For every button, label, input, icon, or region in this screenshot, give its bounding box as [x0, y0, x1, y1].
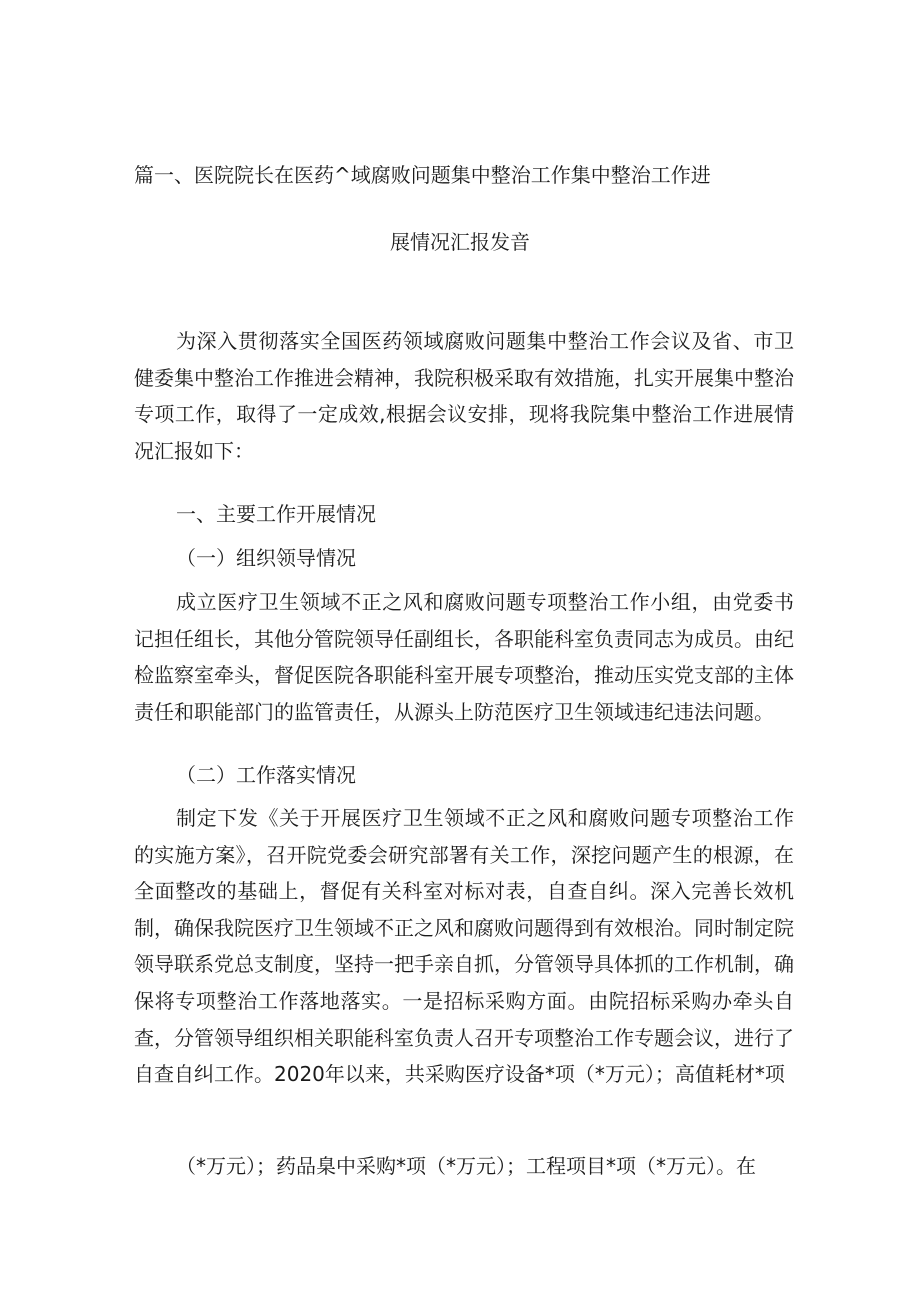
subsection-heading-implementation: （二）工作落实情况	[176, 763, 356, 787]
subsection-heading-organization: （一）组织领导情况	[176, 546, 356, 570]
document-title-line2: 展情况汇报发音	[390, 230, 530, 254]
organization-paragraph: 成立医疗卫生领域不正之风和腐败问题专项整治工作小组，由党委书记担任组长，其他分管院领导任副组长，各职能科室负责同志为成员。由纪检监察室牵头，督促医院各职能科室开展专项整治，推动压实党支部的主体责任和职能部门的监管责任，从源头上防范医疗卫生领域违纪违法问题。	[134, 590, 794, 724]
document-title-line1: 篇一、医院院长在医药^域腐败问题集中整治工作集中整治工作进	[134, 163, 711, 187]
section-heading-main-work: 一、主要工作开展情况	[176, 502, 376, 526]
implementation-paragraph-continued: （*万元）；药品臬中采购*项（*万元）；工程项目*项（*万元）。在	[176, 1154, 756, 1178]
intro-paragraph: 为深入贯彻落实全国医药领域腐败问题集中整治工作会议及省、市卫健委集中整治工作推进会精神，我院积极采取有效措施，扎实开展集中整治专项工作，取得了一定成效,根据会议安排，现将我院集中整治工作进展情况汇报如下：	[134, 329, 794, 463]
implementation-paragraph: 制定下发《关于开展医疗卫生领域不正之风和腐败问题专项整治工作的实施方案》，召开院党委会研究部署有关工作，深挖问题产生的根源，在全面整改的基础上，督促有关科室对标对表，自查自纠。深入完善长效机制，确保我院医疗卫生领域不正之风和腐败问题得到有效根治。同时制定院领导联系党总支制度，坚持一把手亲自抓，分管领导具体抓的工作机制，确保将专项整治工作落地落实。一是招标采购方面。由院招标采购办牵头自查，分管领导组织相关职能科室负责人召开专项整治工作专题会议，进行了自查自纠工作。2020年以来，共采购医疗设备*项（*万元）；高值耗材*项	[134, 806, 794, 1087]
